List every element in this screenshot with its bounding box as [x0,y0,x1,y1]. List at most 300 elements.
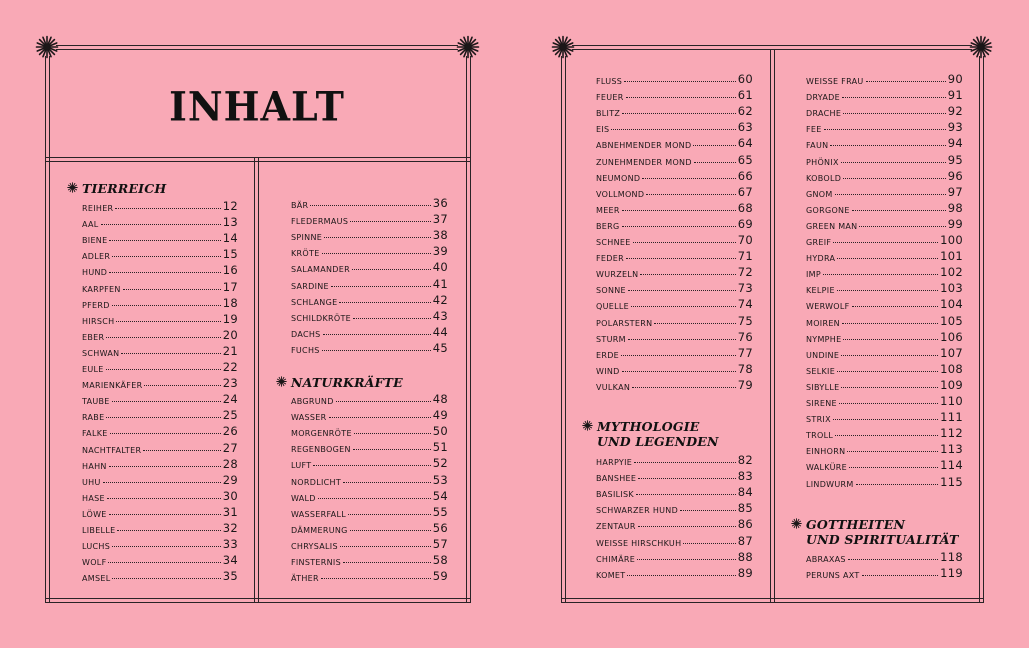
toc-entry-page-number: 19 [222,311,238,326]
toc-entry[interactable] [291,210,448,226]
toc-entry[interactable] [596,215,753,231]
toc-entry-label: DÄMMERUNG [291,525,348,535]
dot-leader [121,353,220,354]
toc-entry-label: HAHN [82,461,107,471]
toc-entry[interactable] [291,454,448,470]
dot-leader [343,562,431,563]
toc-entry-label: IMP [806,270,821,280]
toc-entry-page-number: 38 [432,228,448,243]
toc-entry-label: QUELLE [596,302,629,312]
toc-entry-label: HARPYIE [596,458,633,467]
toc-entry[interactable] [291,226,448,242]
toc-entry-page-number: 14 [222,231,238,246]
dot-leader [628,290,736,291]
toc-entry[interactable] [806,118,963,134]
toc-entry-label: SARDINE [291,281,329,291]
toc-entry[interactable] [291,567,448,583]
section-heading-line: GOTTHEITEN [806,517,906,532]
toc-entry-label: ZUNEHMENDER MOND [596,157,692,167]
toc-entry[interactable] [596,376,753,392]
toc-entry[interactable] [806,263,963,279]
toc-entry-page-number: 110 [940,394,963,408]
toc-entry[interactable] [82,229,238,245]
toc-entry-label: SIBYLLE [806,382,840,392]
toc-entry-label: WIND [596,366,620,376]
toc-entry[interactable] [291,487,448,503]
toc-entry[interactable] [806,279,963,295]
toc-entry[interactable] [596,134,753,150]
toc-entry[interactable] [82,310,238,326]
toc-entry-page-number: 43 [432,308,448,323]
toc-entry[interactable] [82,567,238,583]
dot-leader [654,323,735,324]
toc-entry-page-number: 48 [432,392,448,406]
toc-entry[interactable] [82,342,238,358]
toc-entry[interactable] [596,499,753,515]
toc-entry[interactable] [82,245,238,261]
toc-entry-page-number: 82 [737,453,753,467]
toc-entry[interactable] [596,360,753,376]
toc-entry[interactable] [291,275,448,291]
toc-entry[interactable] [291,471,448,487]
toc-entry[interactable] [291,194,448,210]
toc-entry-page-number: 85 [737,501,753,516]
toc-entry-page-number: 86 [737,517,753,532]
toc-entry[interactable] [291,503,448,519]
toc-entry-label: ÄTHER [291,574,319,584]
toc-entry-label: WOLF [82,558,107,568]
toc-entry[interactable] [82,471,238,487]
toc-entry-page-number: 52 [432,456,448,471]
toc-entry[interactable] [806,456,963,472]
toc-entry-label: WEISSE HIRSCHKUH [596,538,682,548]
toc-entry-label: REGENBOGEN [291,445,351,455]
toc-entry-label: POLARSTERN [596,318,653,328]
toc-entry[interactable] [806,86,963,102]
dot-leader [843,178,946,179]
toc-entry-page-number: 51 [432,440,448,455]
toc-entry-label: SCHILDKRÖTE [291,313,351,323]
toc-entry-page-number: 88 [737,549,753,564]
toc-entry[interactable] [291,406,448,422]
toc-entry-page-number: 16 [222,263,238,278]
toc-entry-label: MOIREN [806,318,840,328]
toc-entry-label: CHRYSALIS [291,541,338,551]
toc-entry-page-number: 73 [737,281,753,296]
dot-leader [313,465,430,466]
section-heading-tierreich [82,181,166,196]
dot-leader [112,256,221,257]
toc-entry[interactable] [291,390,448,406]
toc-entry[interactable] [596,295,753,311]
toc-entry-label: STURM [596,334,626,344]
toc-entry[interactable] [291,551,448,567]
dot-leader [628,339,736,340]
toc-entry-page-number: 101 [940,249,963,264]
dot-leader [866,81,946,82]
toc-entry-label: MEER [596,205,620,215]
toc-entry-page-number: 107 [940,345,963,360]
toc-entry-label: SCHWARZER HUND [596,506,679,516]
star-bullet-icon [276,376,287,387]
dot-leader [310,205,430,206]
toc-entry[interactable] [596,167,753,183]
dot-leader [837,290,938,291]
toc-entry-page-number: 100 [940,233,963,247]
dot-leader [852,210,946,211]
toc-entry[interactable] [291,258,448,274]
toc-entry[interactable] [596,231,753,247]
dot-leader [340,546,431,547]
toc-entry-label: EULE [82,365,104,374]
toc-entry[interactable] [806,199,963,215]
toc-entry-page-number: 113 [940,442,963,457]
toc-entry[interactable] [596,70,753,86]
dot-leader [622,226,736,227]
toc-entry-page-number: 94 [947,136,963,151]
dot-leader [112,305,221,306]
toc-entry[interactable] [596,199,753,215]
dot-leader [646,194,735,195]
toc-entry[interactable] [82,487,238,503]
toc-entry-page-number: 13 [222,215,238,230]
dot-leader [837,371,938,372]
dot-leader [101,224,221,225]
toc-entry[interactable] [82,406,238,422]
toc-entry-page-number: 45 [432,340,448,355]
dot-leader [694,162,736,163]
toc-entry[interactable] [806,183,963,199]
dot-leader [627,575,735,576]
toc-entry-page-number: 42 [432,292,448,307]
toc-entry[interactable] [82,326,238,342]
dot-leader [336,401,431,402]
toc-entry-page-number: 29 [222,472,238,487]
dot-leader [106,369,221,370]
dot-leader [862,575,939,576]
toc-entry-label: LINDWURM [806,479,854,489]
dot-leader [640,274,735,275]
toc-entry[interactable] [596,328,753,344]
toc-entry-page-number: 23 [222,376,238,391]
toc-entry[interactable] [806,312,963,328]
toc-entry-label: BANSHEE [596,474,637,484]
dot-leader [112,578,220,579]
toc-entry[interactable] [596,312,753,328]
toc-entry-page-number: 104 [940,297,963,312]
star-bullet-icon [791,518,802,529]
toc-entry-label: KRÖTE [291,249,320,259]
toc-entry-page-number: 57 [432,536,448,551]
dot-leader [849,467,938,468]
toc-entry[interactable] [596,564,753,580]
toc-entry-label: GREIF [806,238,832,247]
toc-entry-label: ABRAXAS [806,555,846,564]
toc-entry-page-number: 119 [940,566,963,581]
toc-entry-page-number: 83 [737,469,753,484]
dot-leader [835,435,938,436]
toc-entry[interactable] [82,197,238,213]
toc-entry[interactable] [806,548,963,564]
toc-entry[interactable] [596,247,753,263]
dot-leader [847,451,938,452]
toc-entry-label: KELPIE [806,286,835,296]
toc-entry-page-number: 20 [222,327,238,342]
toc-entry-label: DRACHE [806,109,842,119]
toc-entry-label: PERUNS AXT [806,571,860,581]
toc-entry-label: WASSERFALL [291,509,346,519]
toc-entry[interactable] [82,455,238,471]
toc-entry-label: VOLLMOND [596,189,645,199]
toc-entry-page-number: 97 [947,184,963,199]
dot-leader [856,484,939,485]
toc-entry-label: PHÖNIX [806,157,839,167]
toc-entry[interactable] [596,183,753,199]
dot-leader [637,559,736,560]
toc-entry-page-number: 98 [947,200,963,215]
dot-leader [339,302,430,303]
toc-entry[interactable] [82,374,238,390]
toc-entry-label: DRYADE [806,93,840,103]
toc-entry[interactable] [82,422,238,438]
toc-entry-label: WERWOLF [806,302,850,312]
dot-leader [624,81,736,82]
toc-entry[interactable] [82,551,238,567]
toc-entry[interactable] [82,390,238,406]
toc-entry-page-number: 105 [940,313,963,328]
dot-leader [626,258,736,259]
toc-entry-page-number: 12 [222,199,238,213]
toc-entry[interactable] [806,70,963,86]
toc-entry-page-number: 99 [947,216,963,231]
star-bullet-icon [582,420,593,431]
toc-entry-label: ERDE [596,350,620,360]
toc-entry-page-number: 28 [222,456,238,471]
toc-entry-page-number: 27 [222,440,238,455]
dot-leader [324,237,431,238]
dot-leader [353,449,431,450]
toc-entry-page-number: 25 [222,408,238,423]
toc-entry[interactable] [291,323,448,339]
toc-entry-page-number: 31 [222,504,238,519]
toc-entry-label: BLITZ [596,109,621,119]
toc-entry[interactable] [82,213,238,229]
dot-leader [348,514,431,515]
toc-entry[interactable] [82,439,238,455]
toc-entry[interactable] [596,151,753,167]
section-heading-line: MYTHOLOGIE [597,419,700,434]
toc-entry[interactable] [806,134,963,150]
dot-leader [116,321,220,322]
toc-entry[interactable] [291,291,448,307]
toc-entry-page-number: 66 [737,168,753,183]
toc-entry[interactable] [596,344,753,360]
section-heading-gottheiten [806,517,959,547]
toc-entry[interactable] [806,344,963,360]
toc-entry[interactable] [291,535,448,551]
toc-entry[interactable] [806,408,963,424]
toc-entry-label: LUCHS [82,542,111,552]
toc-entry-label: BERG [596,221,620,231]
toc-entry[interactable] [596,279,753,295]
toc-entry-label: EINHORN [806,447,846,457]
toc-entry-page-number: 90 [947,72,963,86]
toc-entry[interactable] [596,263,753,279]
toc-entry[interactable] [806,247,963,263]
toc-entry-label: WURZELN [596,270,639,280]
toc-entry-page-number: 115 [940,474,963,489]
toc-entry[interactable] [806,392,963,408]
toc-entry[interactable] [291,339,448,355]
toc-entry[interactable] [596,483,753,499]
toc-entry[interactable] [82,294,238,310]
toc-entry-page-number: 108 [940,361,963,376]
toc-entry-label: SIRENE [806,399,837,408]
toc-entry-label: NYMPHE [806,334,842,344]
toc-entry-page-number: 49 [432,408,448,423]
toc-entry-label: GREEN MAN [806,221,858,231]
toc-entry-label: BASILISK [596,490,634,500]
dot-leader [632,387,736,388]
dot-leader [680,510,736,511]
toc-entry-label: WALKÜRE [806,463,848,473]
dot-leader [143,450,220,451]
star-bullet-icon [67,182,78,193]
toc-entry[interactable] [596,118,753,134]
dot-leader [634,462,736,463]
toc-entry[interactable] [291,519,448,535]
toc-entry[interactable] [291,307,448,323]
dot-leader [350,221,431,222]
toc-entry[interactable] [291,242,448,258]
toc-entry-page-number: 35 [222,569,238,584]
dot-leader [109,466,221,467]
toc-entry-label: WEISSE FRAU [806,77,864,86]
toc-entry-page-number: 109 [940,377,963,392]
toc-entry[interactable] [82,535,238,551]
dot-leader [343,482,431,483]
toc-entry-label: SONNE [596,286,626,296]
toc-entry-page-number: 21 [222,343,238,358]
toc-entry-page-number: 75 [737,313,753,328]
dot-leader [112,546,221,547]
toc-entry-label: SELKIE [806,366,836,376]
toc-entry[interactable] [596,451,753,467]
section-heading-text: TIERREICH [82,181,167,196]
toc-entry-page-number: 71 [737,249,753,264]
toc-entry-label: RABE [82,413,105,423]
toc-entry-page-number: 53 [432,472,448,487]
toc-entry[interactable] [82,261,238,277]
toc-entry-page-number: 74 [737,297,753,312]
toc-entry[interactable] [82,519,238,535]
toc-entry-page-number: 41 [432,276,448,291]
dot-leader [109,240,220,241]
toc-entry-label: SCHLANGE [291,297,338,307]
toc-entry[interactable] [806,376,963,392]
star-ornament-icon [456,35,480,59]
toc-entry[interactable] [82,503,238,519]
toc-entry[interactable] [82,358,238,374]
toc-entry-page-number: 22 [222,360,238,374]
toc-entry[interactable] [596,515,753,531]
toc-entry-page-number: 106 [940,329,963,344]
toc-entry[interactable] [806,102,963,118]
toc-entry[interactable] [291,422,448,438]
dot-leader [106,417,220,418]
dot-leader [318,498,431,499]
toc-entry-label: WALD [291,493,316,503]
toc-entry-page-number: 64 [737,136,753,151]
toc-entry-page-number: 76 [737,329,753,344]
dot-leader [841,355,938,356]
toc-entry-page-number: 91 [947,88,963,103]
toc-entry[interactable] [806,328,963,344]
toc-entry-label: LUFT [291,461,312,471]
toc-entry[interactable] [596,548,753,564]
dot-leader [621,355,736,356]
toc-entry-label: FLUSS [596,77,623,86]
dot-leader [638,478,736,479]
toc-entry-page-number: 78 [737,361,753,376]
toc-entry[interactable] [596,467,753,483]
toc-entry[interactable] [596,532,753,548]
toc-entry[interactable] [806,151,963,167]
toc-entry-page-number: 68 [737,200,753,215]
toc-entry-label: FEUER [596,93,624,103]
toc-entry-page-number: 111 [940,410,963,425]
toc-entry-label: STRIX [806,415,831,425]
dot-leader [859,226,945,227]
toc-entry[interactable] [806,424,963,440]
toc-entry-page-number: 37 [432,212,448,227]
section-heading-mythologie [597,419,719,449]
dot-leader [843,113,946,114]
dot-leader [117,530,220,531]
toc-entry-label: MORGENRÖTE [291,429,352,439]
dot-leader [835,194,946,195]
dot-leader [842,323,938,324]
toc-entry[interactable] [291,438,448,454]
dot-leader [693,145,735,146]
star-ornament-icon [551,35,575,59]
dot-leader [106,337,220,338]
toc-entry[interactable] [82,278,238,294]
dot-leader [350,530,431,531]
toc-entry[interactable] [596,102,753,118]
toc-entry[interactable] [806,440,963,456]
toc-entry[interactable] [806,231,963,247]
dot-leader [622,210,736,211]
toc-entry[interactable] [806,215,963,231]
toc-entry[interactable] [806,167,963,183]
toc-entry[interactable] [806,360,963,376]
toc-entry-label: MARIENKÄFER [82,381,143,391]
dot-leader [109,514,221,515]
toc-entry-page-number: 118 [940,550,963,564]
toc-entry[interactable] [596,86,753,102]
toc-entry-page-number: 60 [737,72,753,86]
toc-entry[interactable] [806,473,963,489]
toc-entry-label: ZENTAUR [596,522,636,532]
dot-leader [103,482,221,483]
dot-leader [626,97,736,98]
dot-leader [611,129,735,130]
toc-entry-label: FLEDERMAUS [291,217,349,227]
toc-entry-label: KARPFEN [82,284,121,294]
toc-entry[interactable] [806,295,963,311]
toc-entry[interactable] [806,564,963,580]
